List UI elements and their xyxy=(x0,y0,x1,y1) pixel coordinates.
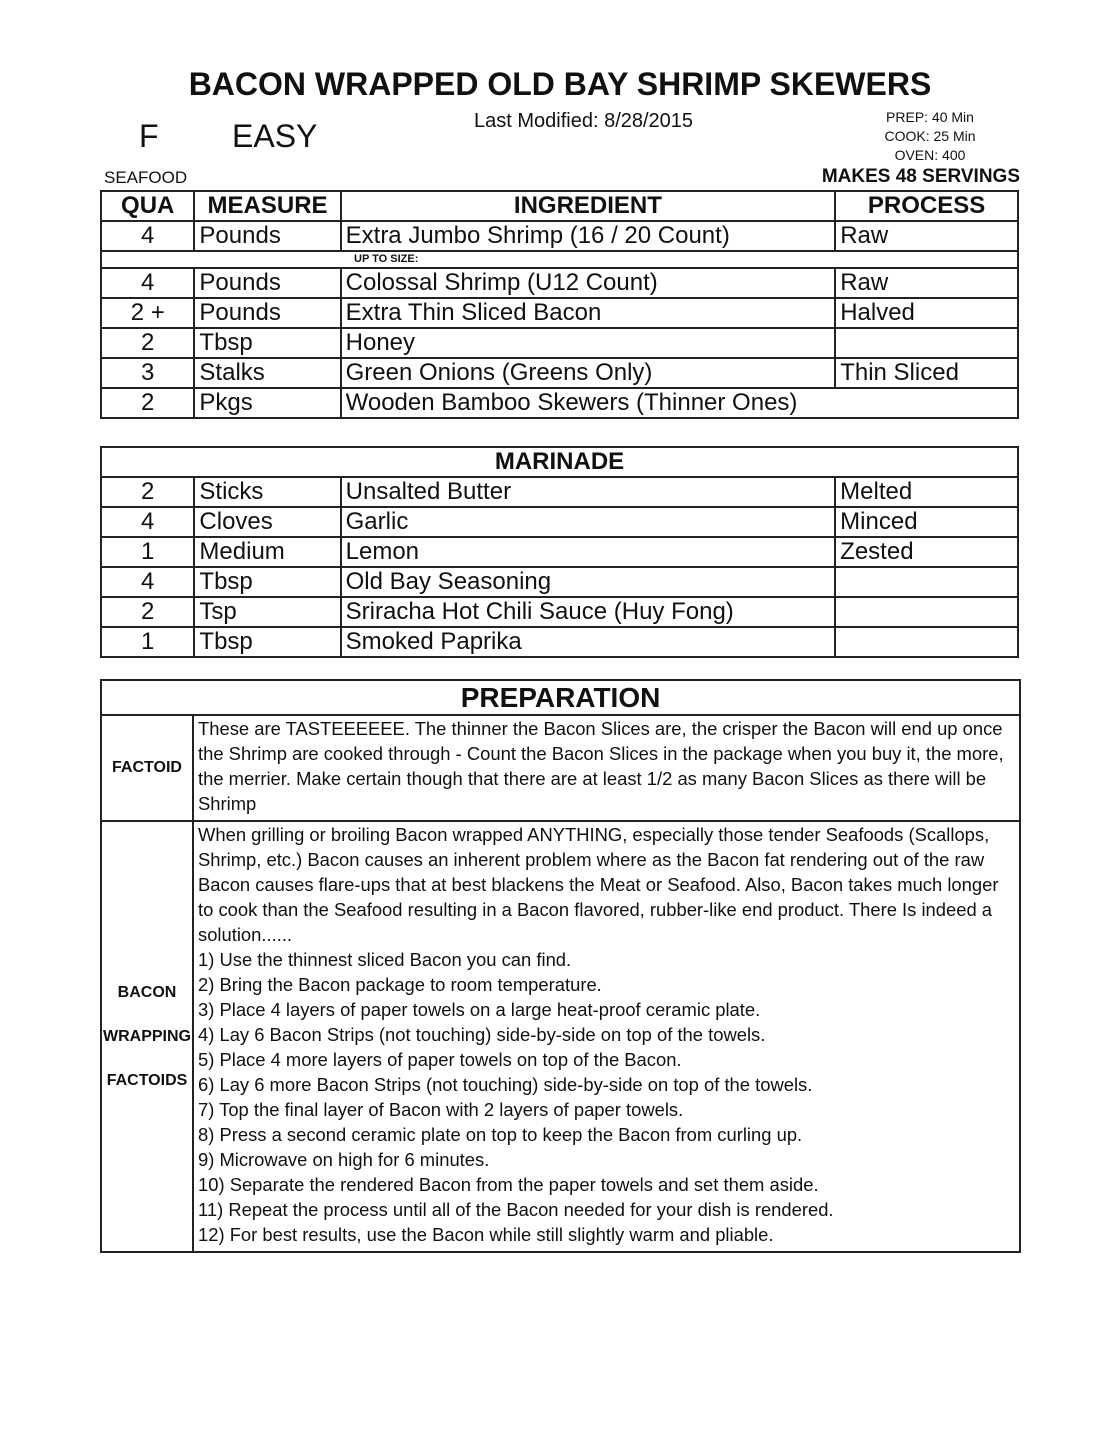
step-item: 8) Press a second ceramic plate on top to keep the Bacon from curling up. xyxy=(198,1124,803,1145)
qty-cell: 1 xyxy=(101,537,194,567)
table-row xyxy=(101,298,1018,328)
recipe-category: SEAFOOD xyxy=(104,168,188,187)
process-cell xyxy=(835,597,1018,627)
qty-cell: 2 xyxy=(101,477,194,507)
step-item: 11) Repeat the process until all of the Bacon needed for your dish is rendered. xyxy=(198,1199,834,1220)
process-cell: Raw xyxy=(835,221,1018,251)
process-cell xyxy=(835,328,1018,358)
qty-cell: 2 xyxy=(101,388,194,418)
measure-cell: Pkgs xyxy=(194,388,340,418)
preparation-title: PREPARATION xyxy=(101,680,1020,715)
prep-time: PREP: 40 Min xyxy=(886,109,974,125)
step-item: 12) For best results, use the Bacon while still slightly warm and pliable. xyxy=(198,1224,774,1245)
qty-cell: 1 xyxy=(101,627,194,657)
table-row xyxy=(101,567,1018,597)
preparation-table xyxy=(100,679,1021,1253)
ingredient-cell: Extra Thin Sliced Bacon xyxy=(341,298,836,328)
cook-time: COOK: 25 Min xyxy=(884,128,976,144)
recipe-title: BACON WRAPPED OLD BAY SHRIMP SKEWERS xyxy=(188,66,932,102)
table-row xyxy=(101,268,1018,298)
oven-temp: OVEN: 400 xyxy=(894,147,966,163)
process-cell: Halved xyxy=(835,298,1018,328)
ingredient-cell: Lemon xyxy=(341,537,836,567)
step-item: 7) Top the final layer of Bacon with 2 layers of paper towels. xyxy=(198,1099,684,1120)
ingredient-cell: Old Bay Seasoning xyxy=(341,567,836,597)
qty-cell: 4 xyxy=(101,567,194,597)
process-cell xyxy=(835,567,1018,597)
measure-cell: Pounds xyxy=(194,298,340,328)
ingredient-cell: Unsalted Butter xyxy=(341,477,836,507)
process-cell: Raw xyxy=(835,268,1018,298)
qty-cell: 4 xyxy=(101,507,194,537)
step-item: 10) Separate the rendered Bacon from the paper towels and set them aside. xyxy=(198,1174,819,1195)
last-modified: Last Modified: 8/28/2015 xyxy=(474,110,694,132)
process-cell: Thin Sliced xyxy=(835,358,1018,388)
table-row xyxy=(101,477,1018,507)
table-row xyxy=(101,597,1018,627)
qty-cell: 4 xyxy=(101,268,194,298)
measure-cell: Pounds xyxy=(194,221,340,251)
column-header-ingredient: INGREDIENT xyxy=(341,191,836,221)
measure-cell: Cloves xyxy=(194,507,340,537)
qty-cell: 2 xyxy=(101,597,194,627)
column-header-qua: QUA xyxy=(101,191,194,221)
bacon-label-line: BACON xyxy=(117,983,177,1001)
qty-cell: 2 + xyxy=(101,298,194,328)
process-cell: Melted xyxy=(835,477,1018,507)
size-note: UP TO SIZE: xyxy=(354,253,419,265)
table-row xyxy=(101,358,1018,388)
step-item: 6) Lay 6 more Bacon Strips (not touching) side-by-side on top of the towels. xyxy=(198,1074,813,1095)
difficulty-level: EASY xyxy=(232,118,318,154)
measure-cell: Sticks xyxy=(194,477,340,507)
measure-cell: Medium xyxy=(194,537,340,567)
factoids-label-line: FACTOIDS xyxy=(106,1071,188,1089)
column-header-process: PROCESS xyxy=(835,191,1018,221)
column-header-measure: MEASURE xyxy=(194,191,340,221)
step-item: 4) Lay 6 Bacon Strips (not touching) side-by-side on top of the towels. xyxy=(198,1024,766,1045)
qty-cell: 2 xyxy=(101,328,194,358)
wrapping-label-line: WRAPPING xyxy=(103,1027,191,1045)
qty-cell: 3 xyxy=(101,358,194,388)
bacon-factoids-label xyxy=(101,821,193,1252)
step-item: 3) Place 4 layers of paper towels on a large heat-proof ceramic plate. xyxy=(198,999,761,1020)
marinade-table xyxy=(100,446,1019,658)
factoid-label: FACTOID xyxy=(101,715,193,821)
ingredient-cell: Sriracha Hot Chili Sauce (Huy Fong) xyxy=(341,597,836,627)
bacon-factoids-text xyxy=(193,821,1020,1252)
bacon-factoids-row xyxy=(101,821,1020,1252)
measure-cell: Tbsp xyxy=(194,328,340,358)
ingredients-header-row xyxy=(101,191,1018,221)
table-row xyxy=(101,507,1018,537)
step-item: 9) Microwave on high for 6 minutes. xyxy=(198,1149,490,1170)
ingredient-cell: Garlic xyxy=(341,507,836,537)
ingredient-cell: Colossal Shrimp (U12 Count) xyxy=(341,268,836,298)
ingredient-cell: Extra Jumbo Shrimp (16 / 20 Count) xyxy=(341,221,836,251)
servings: MAKES 48 SERVINGS xyxy=(821,166,1020,187)
bacon-intro: When grilling or broiling Bacon wrapped ANYTHING, especially those tender Seafoods (Scallops, Shrimp, etc.) Bacon causes an inherent problem where as the Bacon fat rendering out of the raw Bacon causes flare-ups that at best blackens the Meat or Seafood. Also, Bacon takes much longer to cook than the Seafood resulting in a Bacon flavored, rubber-like end product. There Is indeed a solution...... xyxy=(198,824,999,945)
factoid-row xyxy=(101,715,1020,821)
measure-cell: Pounds xyxy=(194,268,340,298)
step-item: 1) Use the thinnest sliced Bacon you can find. xyxy=(198,949,572,970)
ingredient-cell: Smoked Paprika xyxy=(341,627,836,657)
recipe-grade: F xyxy=(139,118,159,154)
table-row xyxy=(101,221,1018,251)
ingredients-table xyxy=(100,190,1019,419)
size-note-cell xyxy=(101,251,1018,268)
table-row xyxy=(101,388,1018,418)
marinade-title: MARINADE xyxy=(101,447,1018,477)
measure-cell: Tbsp xyxy=(194,627,340,657)
measure-cell: Stalks xyxy=(194,358,340,388)
table-row xyxy=(101,328,1018,358)
ingredient-cell: Green Onions (Greens Only) xyxy=(341,358,836,388)
measure-cell: Tbsp xyxy=(194,567,340,597)
table-row xyxy=(101,627,1018,657)
qty-cell: 4 xyxy=(101,221,194,251)
process-cell xyxy=(835,627,1018,657)
size-note-row xyxy=(101,251,1018,268)
measure-cell: Tsp xyxy=(194,597,340,627)
table-row xyxy=(101,537,1018,567)
ingredient-cell: Wooden Bamboo Skewers (Thinner Ones) xyxy=(341,388,1018,418)
step-item: 5) Place 4 more layers of paper towels on top of the Bacon. xyxy=(198,1049,682,1070)
factoid-text: These are TASTEEEEEE. The thinner the Bacon Slices are, the crisper the Bacon will end up once the Shrimp are cooked through - Count the Bacon Slices in the package when you buy it, the more, the merrier. Make certain though that there are at least 1/2 as many Bacon Slices as there will be Shrimp xyxy=(193,715,1020,821)
process-cell: Zested xyxy=(835,537,1018,567)
ingredient-cell: Honey xyxy=(341,328,836,358)
step-item: 2) Bring the Bacon package to room temperature. xyxy=(198,974,602,995)
process-cell: Minced xyxy=(835,507,1018,537)
